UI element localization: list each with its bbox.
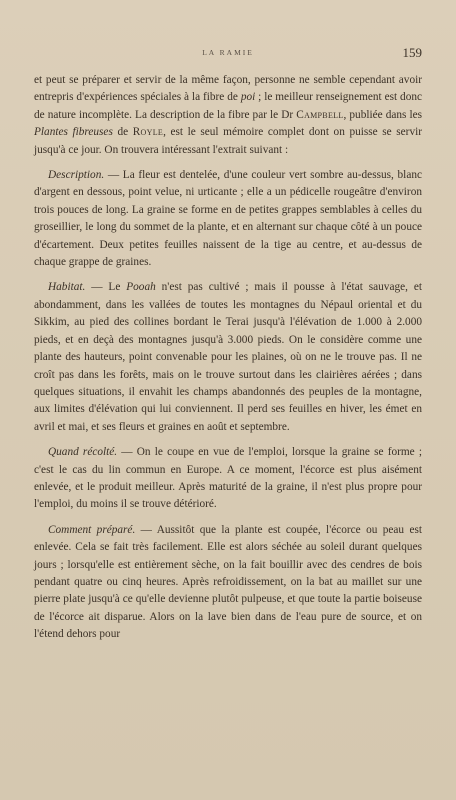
running-title: LA RAMIE [202, 48, 254, 57]
book-title: Plantes fibreuses [34, 126, 113, 139]
intro-text: ; le meilleur renseignement est donc de nature incomplète. La description de la fibre par le [34, 91, 423, 121]
intro-text: , publiée dans les [343, 108, 422, 121]
habitat-text: — Le [85, 281, 127, 294]
habitat-text: n'est pas cultivé ; mais il pousse à l'état sauvage, et abondamment, dans les vallées de toutes les montagnes du Népaul oriental et du Sikkim, au pied des collines bordant le Terai jusqu'à l'élévation de 1.000 à 2.000 pieds, et en deçà des montagnes jusqu'à 3.000 pieds. On le considère comme une plante des hauteurs, point convenable pour les plaines, où on ne le trouve pas. Il ne croît pas dans les forêts, mais on le trouve surtout dans les clairières aérées ; dans quelques situations, il envahit les champs abandonnés des peuples de la montagne, aux limites d'élévation qui lui conviennent. Il perd ses feuilles en hiver, les émet en avril et mai, et ses fleurs et graines en août et septembre. [34, 281, 422, 433]
intro-paragraph [34, 72, 422, 159]
running-head [34, 45, 422, 64]
habitat-heading: Habitat. [48, 281, 86, 294]
description-text: — La fleur est dentelée, d'une couleur vert sombre au-dessus, blanc d'argent en dessous, point velue, ni urticante ; elle a un pédicelle rougeâtre d'environ trois pouces de long. La graine se forme en de petites grappes semblables à celles du groseillier, le long du sommet de la plante, et en alternant sur chaque côté à un pouce d'écartement. Deux petites feuilles naissent de la tige au centre, et au-dessus de chaque grappe de graines. [34, 169, 422, 269]
description-heading: Description. [48, 169, 105, 182]
preparation-text: — Aussitôt que la plante est coupée, l'écorce ou peau est enlevée. Cela se fait très facilement. Elle est alors séchée au soleil durant quelques jours ; lorsqu'elle est entièrement sèche, on la fait bouillir avec des cendres de bois pendant quatre ou cinq heures. Après refroidissement, on la bat au maillet sur une pierre plate jusqu'à ce qu'elle devienne plutôt pulpeuse, et que toute la partie boiseuse de l'écorce ait disparue. Alors on la lave bien dans de l'eau pure de source, et on l'étend dehors pour [34, 523, 422, 641]
preparation-paragraph [34, 522, 422, 644]
intro-text: de [112, 126, 133, 139]
harvest-paragraph [34, 444, 422, 514]
intro-text: , est le seul mémoire complet dont on puisse se servir jusqu'à ce jour. On trouvera intéressant l'extrait suivant : [34, 126, 422, 156]
doctor-title: Dr [281, 108, 297, 121]
harvest-text: — On le coupe en vue de l'emploi, lorsque la graine se forme ; c'est le cas du lin commun en Europe. A ce moment, l'écorce est plus aisément enlevée, et le produit meilleur. Après maturité de la graine, il n'est plus propre pour l'emploi, du moins il se trouve détérioré. [34, 446, 423, 511]
poi-term: poi [240, 91, 256, 104]
author-royle: Royle [132, 126, 164, 139]
body-text [34, 72, 422, 644]
intro-text: et peut se préparer et servir de la même façon, personne ne semble cependant avoir entrepris d'expériences spéciales à la fibre de [34, 74, 422, 104]
description-paragraph [34, 167, 422, 271]
habitat-paragraph [34, 279, 422, 436]
pooah-term: Pooah [126, 281, 156, 294]
author-campbell: Campbell [296, 108, 344, 121]
harvest-heading: Quand récolté. [48, 446, 118, 459]
preparation-heading: Comment préparé. [48, 523, 136, 536]
page-number: 159 [402, 45, 422, 60]
